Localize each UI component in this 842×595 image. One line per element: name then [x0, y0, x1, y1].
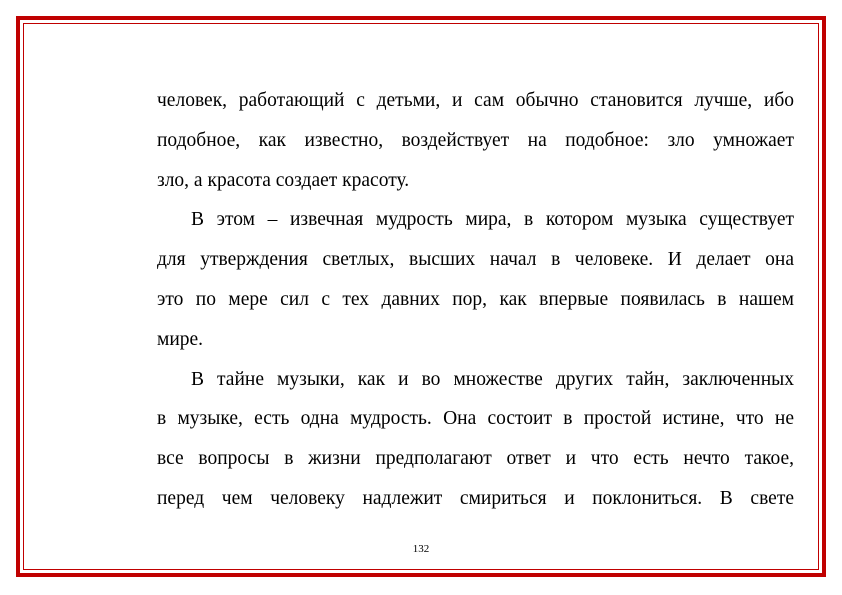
- text-line: В этом – извечная мудрость мира, в котором музыка существует: [191, 209, 794, 231]
- text-line: человек, работающий с детьми, и сам обычно становится лучше, ибо: [157, 90, 794, 111]
- text-line: для утверждения светлых, высших начал в человеке. И делает она: [157, 249, 794, 271]
- text-line: мире.: [157, 328, 204, 350]
- text-line: перед чем человеку надлежит смириться и поклониться. В свете: [157, 487, 794, 509]
- text-line: подобное, как известно, воздействует на подобное: зло умножает: [157, 129, 794, 151]
- body-text: [157, 84, 794, 522]
- text-line: зло, а красота создает красоту.: [157, 169, 410, 191]
- text-line: это по мере сил с тех давних пор, как впервые появилась в нашем: [157, 288, 794, 310]
- text-line: в музыке, есть одна мудрость. Она состоит в простой истине, что не: [157, 408, 794, 430]
- text-line: В тайне музыки, как и во множестве других тайн, заключенных: [191, 368, 794, 390]
- page-number: 132: [412, 543, 430, 555]
- text-line: все вопросы в жизни предполагают ответ и что есть нечто такое,: [157, 448, 794, 470]
